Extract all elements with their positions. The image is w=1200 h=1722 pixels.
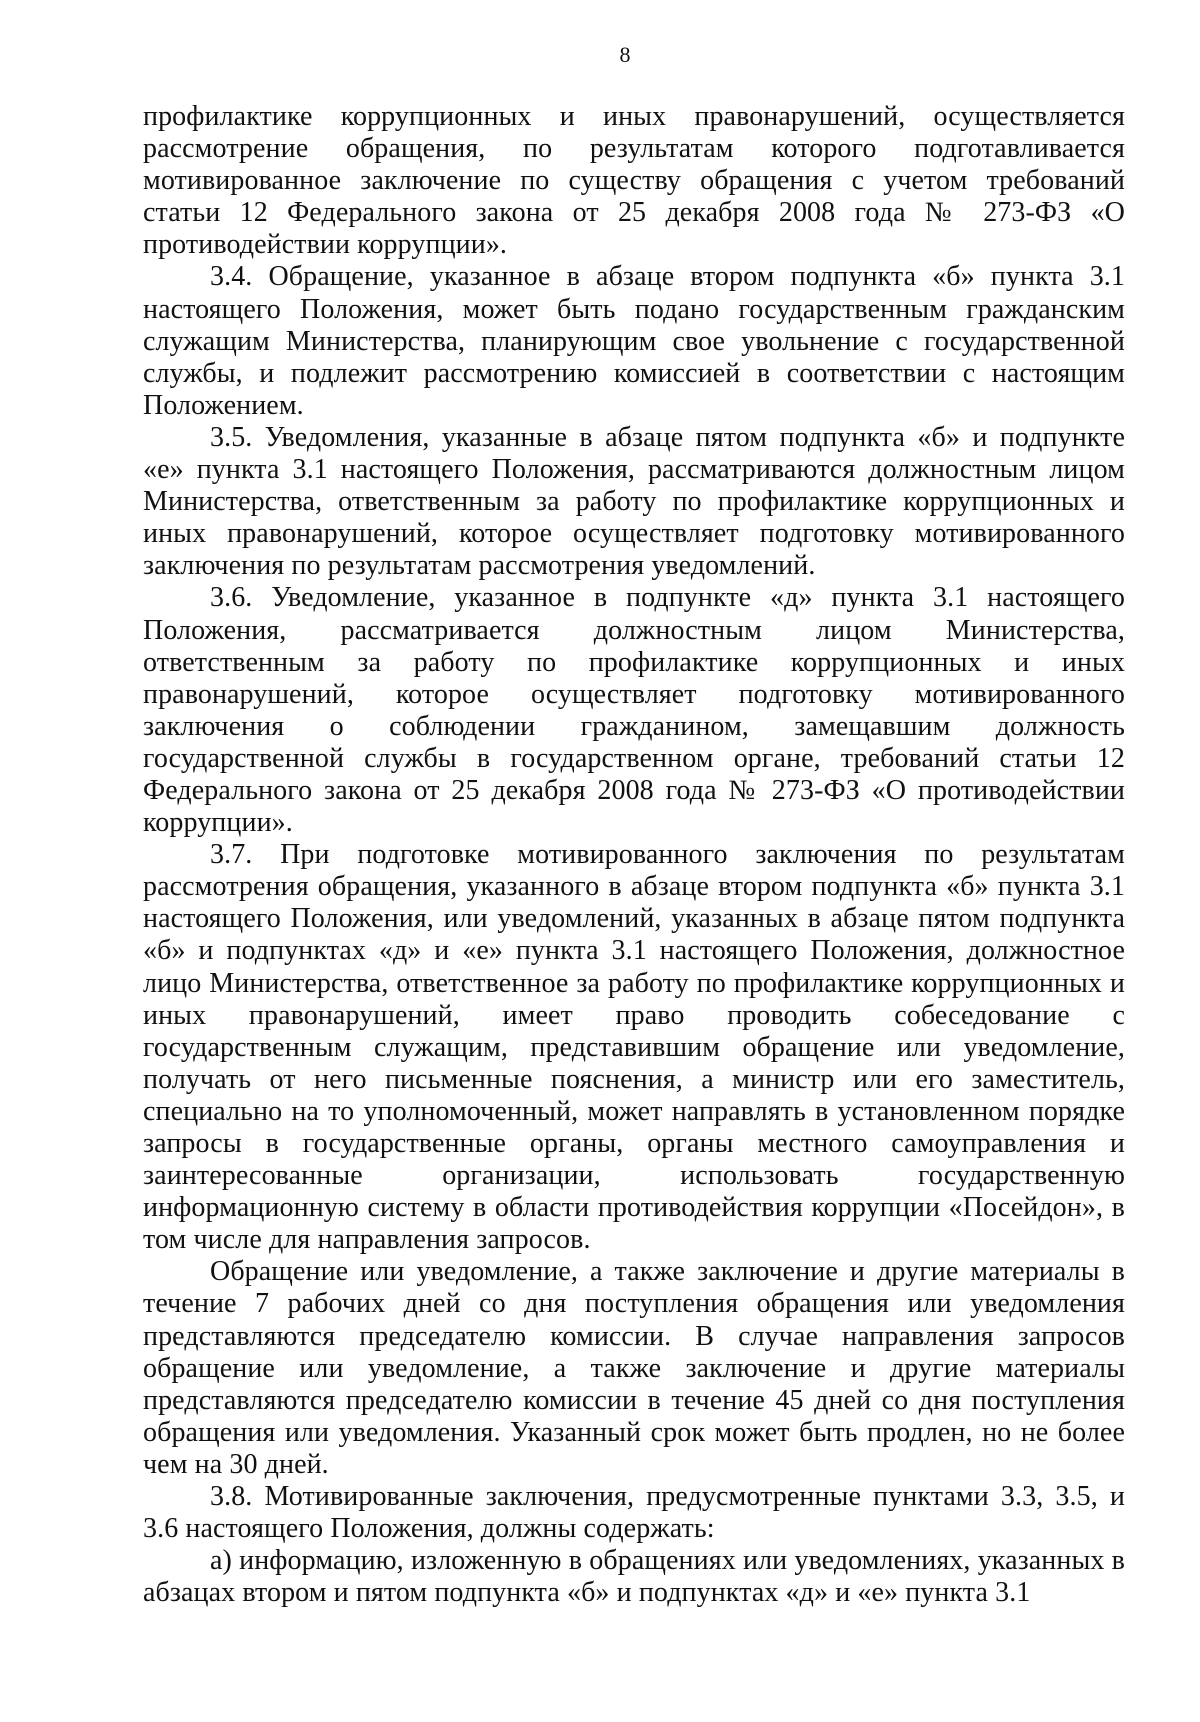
paragraph-3-7: 3.7. При подготовке мотивированного заключения по результатам рассмотрения обращения, указанного в абзаце втором подпункта «б» пункта 3.1 настоящего Положения, или уведомлений, указанных в абзаце пятом подпункта «б» и подпунктах «д» и «е» пункта 3.1 настоящего Положения, должностное лицо Министерства, ответственное за работу по профилактике коррупционных и иных правонарушений, имеет право проводить собеседование с государственным служащим, представившим обращение или уведомление, получать от него письменные пояснения, а министр или его заместитель, специально на то уполномоченный, может направлять в установленном порядке запросы в государственные органы, органы местного самоуправления и заинтересованные организации, использовать государственную информационную систему в области противодействия коррупции «Посейдон», в том числе для направления запросов. [143,839,1125,1256]
page-number: 8 [619,42,631,67]
paragraph-3-5: 3.5. Уведомления, указанные в абзаце пятом подпункта «б» и подпункте «е» пункта 3.1 настоящего Положения, рассматриваются должностным лицом Министерства, ответственным за работу по профилактике коррупционных и иных правонарушений, которое осуществляет подготовку мотивированного заключения по результатам рассмотрения уведомлений. [143,421,1125,582]
document-body [143,101,1125,1609]
paragraph-3-8-a: а) информацию, изложенную в обращениях или уведомлениях, указанных в абзацах втором и пятом подпункта «б» и подпунктах «д» и «е» пункта 3.1 [143,1545,1125,1609]
paragraph-3-6: 3.6. Уведомление, указанное в подпункте «д» пункта 3.1 настоящего Положения, рассматривается должностным лицом Министерства, ответственным за работу по профилактике коррупционных и иных правонарушений, которое осуществляет подготовку мотивированного заключения о соблюдении гражданином, замещавшим должность государственной службы в государственном органе, требований статьи 12 Федерального закона от 25 декабря 2008 года № 273-ФЗ «О противодействии коррупции». [143,582,1125,839]
paragraph-3-7-second: Обращение или уведомление, а также заключение и другие материалы в течение 7 рабочих дней со дня поступления обращения или уведомления представляются председателю комиссии. В случае направления запросов обращение или уведомление, а также заключение и другие материалы представляются председателю комиссии в течение 45 дней со дня поступления обращения или уведомления. Указанный срок может быть продлен, но не более чем на 30 дней. [143,1256,1125,1480]
paragraph-continuation: профилактике коррупционных и иных правонарушений, осуществляется рассмотрение обращения, по результатам которого подготавливается мотивированное заключение по существу обращения с учетом требований статьи 12 Федерального закона от 25 декабря 2008 года № 273-ФЗ «О противодействии коррупции». [143,101,1125,261]
paragraph-3-4: 3.4. Обращение, указанное в абзаце втором подпункта «б» пункта 3.1 настоящего Положения, может быть подано государственным гражданским служащим Министерства, планирующим свое увольнение с государственной службы, и подлежит рассмотрению комиссией в соответствии с настоящим Положением. [143,261,1125,421]
paragraph-3-8: 3.8. Мотивированные заключения, предусмотренные пунктами 3.3, 3.5, и 3.6 настоящего Положения, должны содержать: [143,1481,1125,1545]
